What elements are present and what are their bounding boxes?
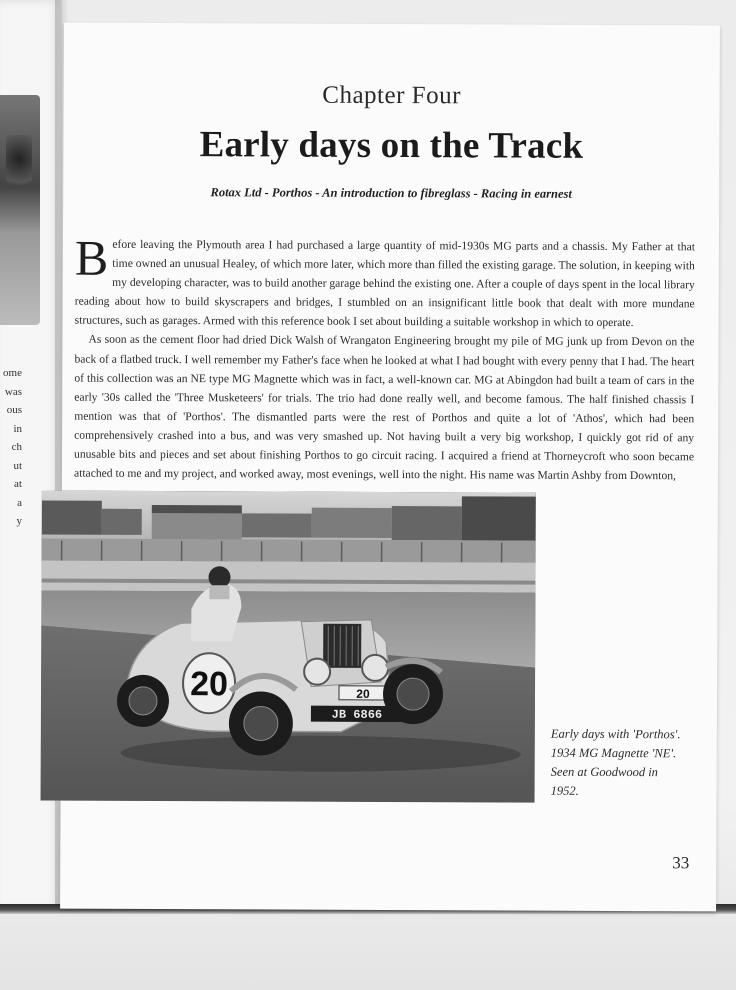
- chapter-label: Chapter Four: [322, 81, 461, 110]
- right-page: [60, 23, 720, 912]
- drop-cap: B: [74, 229, 109, 286]
- left-fragment: y: [16, 515, 22, 527]
- paragraph-1: [74, 229, 695, 333]
- chapter-subtitle: Rotax Ltd - Porthos - An introduction to fibreglass - Racing in earnest: [210, 185, 572, 201]
- race-car-photo: [41, 490, 536, 802]
- chapter-title: Early days on the Track: [199, 124, 584, 167]
- photo-caption: [551, 725, 701, 802]
- paragraph-1-text: efore leaving the Plymouth area I had purchased a large quantity of mid-1930s MG parts and a chassis. My Father at that time owned an unusual Healey, of which more later, which more than filled the existing garage. The solution, in keeping with my developing character, was to build another garage behind the existing one. After a couple of days spent in the local library reading about how to build skyscrapers and bridges, I stumbled on an insignificant little book that dealt with more mundane structures, such as garages. Armed with this reference book I set about building a suitable workshop in which to operate.: [74, 237, 695, 330]
- caption-line: Seen at Goodwood in: [550, 764, 658, 780]
- left-fragment: ous: [6, 404, 22, 416]
- caption-line: 1934 MG Magnette 'NE'.: [550, 745, 677, 761]
- left-fragment: was: [4, 385, 22, 398]
- left-fragment: ome: [3, 367, 22, 379]
- page-number: 33: [672, 853, 690, 873]
- left-fragment: a: [17, 496, 22, 509]
- left-page-photo: [0, 95, 40, 325]
- paragraph-2: As soon as the cement floor had dried Dick Walsh of Wrangaton Engineering brought my pile of MG junk up from Devon on the back of a flatbed truck. I well remember my Father's face when he looked at what I had bought with every penny that I had. The heart of this collection was an NE type MG Magnette which was in fact, a well-known car. MG at Abingdon had built a team of cars in the early '30s called the 'Three Musketeers' for trials. The trio had done really well, and become famous. The half finished chassis I mention was that of 'Porthos'. The dismantled parts were the rest of Porthos and quite a lot of 'Athos', which had been comprehensively crashed into a bus, and was very smashed up. Not having built a very big workshop, I quickly got rid of any unusable bits and pieces and set about finishing Porthos to go circuit racing. I acquired a friend at Thorneycroft who soon became attached to me and my project, and worked away, most evenings, well into the night. His name was Martin Ashby from Downton,: [73, 333, 695, 483]
- left-page-text: [0, 364, 22, 531]
- body-text: [73, 229, 695, 486]
- left-fragment: in: [13, 422, 22, 435]
- registration-plate: JB 6866: [331, 707, 383, 722]
- left-fragment: ut: [13, 459, 22, 472]
- front-number: 20: [356, 686, 370, 701]
- left-fragment: ch: [11, 441, 22, 453]
- caption-line: Early days with 'Porthos'.: [550, 726, 681, 742]
- car-number: 20: [190, 665, 229, 704]
- caption-line: 1952.: [550, 783, 579, 798]
- left-fragment: at: [14, 478, 22, 490]
